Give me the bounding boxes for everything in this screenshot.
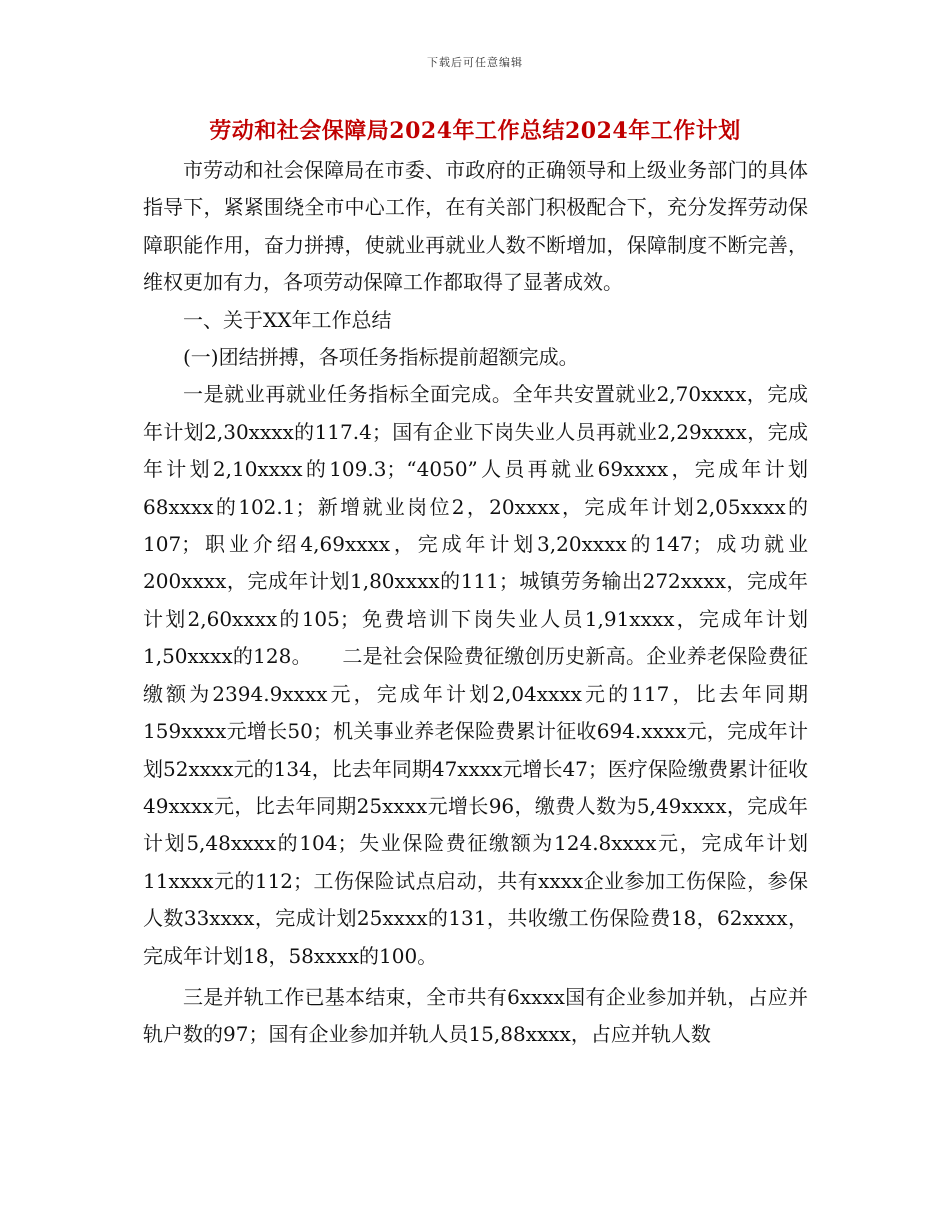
paragraph-merger-work: 三是并轨工作已基本结束，全市共有6xxxx国有企业参加并轨，占应并轨户数的97；国有企业参加并轨人员15,88xxxx，占应并轨人数: [143, 984, 808, 1047]
header-note: 下载后可任意编辑: [427, 56, 523, 69]
document-body: [143, 152, 848, 1054]
paragraph-section-heading: 一、关于XX年工作总结: [183, 307, 392, 332]
paragraph-employment-and-insurance: 一是就业再就业任务指标全面完成。全年共安置就业2,70xxxx，完成年计划2,30xxxx的117.4；国有企业下岗失业人员再就业2,29xxxx，完成年计划2,10xxxx的109.3；“4050”人员再就业69xxxx，完成年计划68xxxx的102.1；新增就业岗位2，20xxxx，完成年计划2,05xxxx的 107；职业介绍4,69xxxx，完成年计划3,20xxxx的147；成功就业200xxxx，完成年计划1,80xxxx的111；城镇劳务输出272xxxx，完成年计划2,60xxxx的105；免费培训下岗失业人员1,91xxxx，完成年计划1,50xxxx的128。 二是社会保险费征缴创历史新高。企业养老保险费征缴额为2394.9xxxx元，完成年计划2,04xxxx元的117，比去年同期159xxxx元增长50；机关事业养老保险费累计征收694.xxxx元，完成年计划52xxxx元的134，比去年同期47xxxx元增长47；医疗保险缴费累计征收49xxxx元，比去年同期25xxxx元增长96，缴费人数为5,49xxxx，完成年计划5,48xxxx的104；失业保险费征缴额为124.8xxxx元，完成年计划11xxxx元的112；工伤保险试点启动，共有xxxx企业参加工伤保险，参保人数33xxxx，完成计划25xxxx的131，共收缴工伤保险费18，62xxxx，完成年计划18，58xxxx的100。: [143, 382, 848, 968]
paragraph-subsection-heading: (一)团结拼搏，各项任务指标提前超额完成。: [183, 345, 579, 370]
paragraph-intro: 市劳动和社会保障局在市委、市政府的正确领导和上级业务部门的具体指导下，紧紧围绕全市中心工作，在有关部门积极配合下，充分发挥劳动保障职能作用，奋力拼搏，使就业再就业人数不断增加，保障制度不断完善，维权更加有力，各项劳动保障工作都取得了显著成效。: [143, 158, 808, 295]
document-title: 劳动和社会保障局2024年工作总结2024年工作计划: [209, 118, 741, 144]
